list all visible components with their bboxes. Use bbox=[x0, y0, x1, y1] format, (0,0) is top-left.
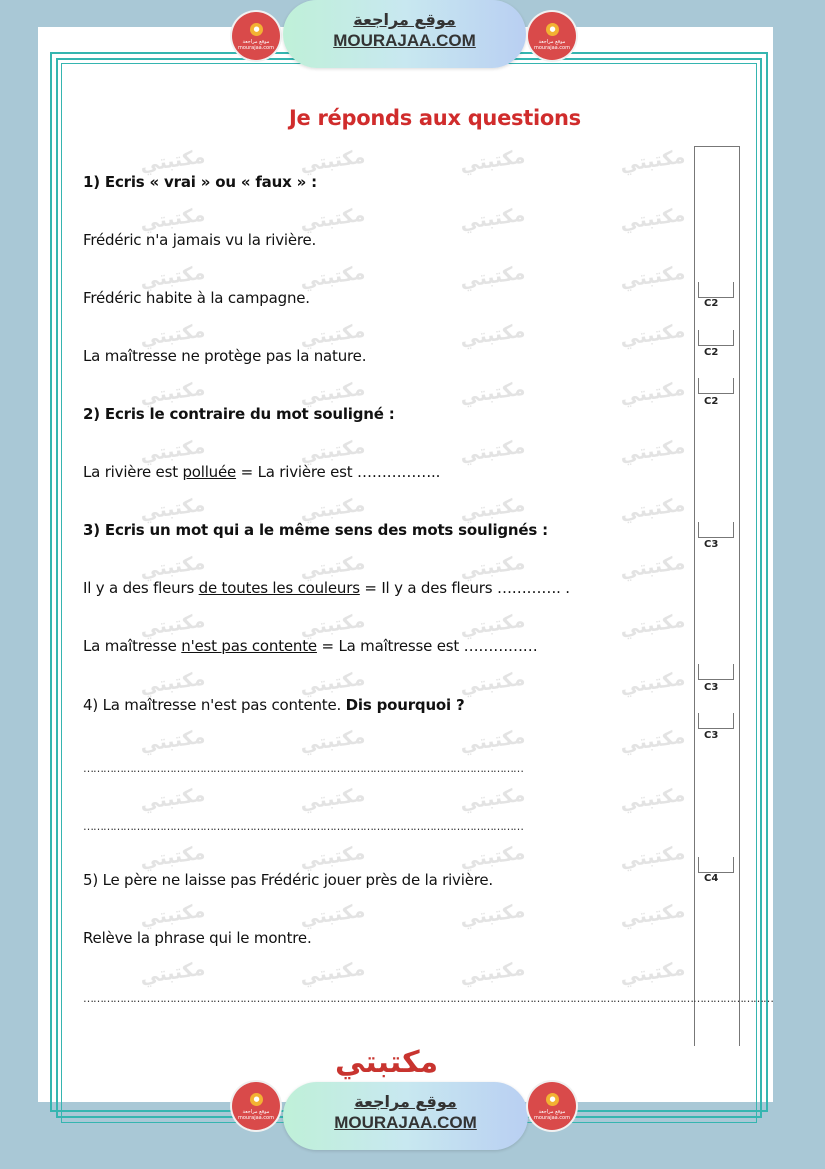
score-box bbox=[698, 857, 734, 873]
q3b-pre: La maîtresse bbox=[83, 637, 182, 655]
badge-url: mourajaa.com bbox=[533, 1115, 570, 1121]
question-4 bbox=[83, 696, 465, 714]
score-box bbox=[698, 378, 734, 394]
watermark-text: مكتبتي bbox=[618, 261, 687, 293]
watermark-text: مكتبتي bbox=[138, 377, 207, 409]
footer-site-ar[interactable]: موقع مراجعة bbox=[354, 1092, 457, 1111]
question-5: 5) Le père ne laisse pas Frédéric jouer près de la rivière. bbox=[83, 871, 493, 889]
q4-pre: 4) La maîtresse n'est pas contente. bbox=[83, 696, 346, 714]
score-label: C2 bbox=[704, 347, 719, 358]
watermark-text: مكتبتي bbox=[618, 841, 687, 873]
q3a-post: = Il y a des fleurs …………. . bbox=[359, 579, 570, 597]
watermark-text: مكتبتي bbox=[298, 203, 367, 235]
watermark-text: مكتبتي bbox=[618, 609, 687, 641]
badge-url: mourajaa.com bbox=[533, 45, 570, 51]
q4-bold: Dis pourquoi ? bbox=[345, 696, 465, 714]
badge-logo-icon: ● bbox=[250, 1093, 263, 1106]
watermark-text: مكتبتي bbox=[458, 319, 527, 351]
watermark-text: مكتبتي bbox=[458, 725, 527, 757]
watermark-text: مكتبتي bbox=[138, 899, 207, 931]
watermark-text: مكتبتي bbox=[138, 667, 207, 699]
q3a-pre: Il y a des fleurs bbox=[83, 579, 199, 597]
q3b-post: = La maîtresse est …………… bbox=[316, 637, 538, 655]
watermark-text: مكتبتي bbox=[298, 377, 367, 409]
site-badge-left-top bbox=[232, 12, 280, 60]
badge-text: موقع مراجعة bbox=[538, 39, 566, 45]
watermark-text: مكتبتي bbox=[298, 145, 367, 177]
watermark-text: مكتبتي bbox=[618, 957, 687, 989]
watermark-text: مكتبتي bbox=[298, 551, 367, 583]
score-column bbox=[694, 146, 740, 1046]
watermark-text: مكتبتي bbox=[458, 145, 527, 177]
watermark-text: مكتبتي bbox=[138, 841, 207, 873]
answer-line-1: …………………………………………………………………………………………………………………… bbox=[83, 762, 523, 775]
q3-sentence-b bbox=[83, 637, 538, 655]
footer-banner[interactable] bbox=[283, 1082, 528, 1150]
q2-underlined-word: polluée bbox=[182, 463, 237, 481]
watermark-text: مكتبتي bbox=[618, 493, 687, 525]
watermark-text: مكتبتي bbox=[298, 493, 367, 525]
question-2: 2) Ecris le contraire du mot souligné : bbox=[83, 405, 395, 423]
watermark-text: مكتبتي bbox=[618, 319, 687, 351]
watermark-text: مكتبتي bbox=[138, 203, 207, 235]
badge-logo-icon: ● bbox=[546, 1093, 559, 1106]
watermark-text: مكتبتي bbox=[458, 203, 527, 235]
badge-logo-icon: ● bbox=[250, 23, 263, 36]
watermark-text: مكتبتي bbox=[298, 667, 367, 699]
site-badge-right-top bbox=[528, 12, 576, 60]
watermark-text: مكتبتي bbox=[138, 551, 207, 583]
footer-site-en[interactable]: MOURAJAA.COM bbox=[334, 1113, 477, 1132]
score-box bbox=[698, 522, 734, 538]
site-badge-right-bottom bbox=[528, 1082, 576, 1130]
watermark-text: مكتبتي bbox=[458, 841, 527, 873]
watermark-text: مكتبتي bbox=[458, 899, 527, 931]
score-label: C2 bbox=[704, 298, 719, 309]
score-label: C3 bbox=[704, 730, 719, 741]
answer-line-3: ……………………………………………………………………………………………………………………………………………………………………………………… bbox=[83, 992, 773, 1005]
badge-text: موقع مراجعة bbox=[242, 1109, 270, 1115]
q2-pre: La rivière est bbox=[83, 463, 183, 481]
watermark-text: مكتبتي bbox=[458, 493, 527, 525]
watermark-text: مكتبتي bbox=[298, 725, 367, 757]
watermark-text: مكتبتي bbox=[618, 145, 687, 177]
site-badge-left-bottom bbox=[232, 1082, 280, 1130]
answer-line-2: …………………………………………………………………………………………………………………… bbox=[83, 820, 523, 833]
badge-text: موقع مراجعة bbox=[242, 39, 270, 45]
watermark-text: مكتبتي bbox=[618, 667, 687, 699]
watermark-text: مكتبتي bbox=[458, 551, 527, 583]
q3-sentence-a bbox=[83, 579, 570, 597]
watermark-text: مكتبتي bbox=[138, 957, 207, 989]
watermark-text: مكتبتي bbox=[298, 609, 367, 641]
watermark-text: مكتبتي bbox=[458, 261, 527, 293]
badge-logo-icon: ● bbox=[546, 23, 559, 36]
watermark-text: مكتبتي bbox=[618, 551, 687, 583]
watermark-text: مكتبتي bbox=[138, 493, 207, 525]
watermark-text: مكتبتي bbox=[298, 899, 367, 931]
watermark-text: مكتبتي bbox=[458, 957, 527, 989]
watermark-text: مكتبتي bbox=[618, 899, 687, 931]
watermark-text: مكتبتي bbox=[138, 783, 207, 815]
watermark-text: مكتبتي bbox=[618, 203, 687, 235]
watermark-text: مكتبتي bbox=[298, 783, 367, 815]
watermark-text: مكتبتي bbox=[618, 377, 687, 409]
q1-statement-a: Frédéric n'a jamais vu la rivière. bbox=[83, 231, 317, 249]
watermark-text: مكتبتي bbox=[618, 435, 687, 467]
q3b-underlined: n'est pas contente bbox=[181, 637, 317, 655]
q2-post: = La rivière est …………….. bbox=[236, 463, 441, 481]
watermark-text: مكتبتي bbox=[138, 725, 207, 757]
q1-statement-c: La maîtresse ne protège pas la nature. bbox=[83, 347, 367, 365]
watermark-text: مكتبتي bbox=[458, 783, 527, 815]
score-box bbox=[698, 330, 734, 346]
watermark-text: مكتبتي bbox=[458, 377, 527, 409]
header-site-en[interactable]: MOURAJAA.COM bbox=[333, 31, 476, 50]
watermark-text: مكتبتي bbox=[458, 609, 527, 641]
score-box bbox=[698, 713, 734, 729]
q5-instruction: Relève la phrase qui le montre. bbox=[83, 929, 312, 947]
q3a-underlined: de toutes les couleurs bbox=[198, 579, 360, 597]
watermark-text: مكتبتي bbox=[298, 261, 367, 293]
q1-statement-b: Frédéric habite à la campagne. bbox=[83, 289, 310, 307]
watermark-text: مكتبتي bbox=[618, 725, 687, 757]
watermark-text: مكتبتي bbox=[138, 609, 207, 641]
score-label: C3 bbox=[704, 682, 719, 693]
score-label: C2 bbox=[704, 396, 719, 407]
score-box bbox=[698, 664, 734, 680]
score-label: C4 bbox=[704, 873, 719, 884]
badge-url: mourajaa.com bbox=[237, 45, 274, 51]
watermark-text: مكتبتي bbox=[138, 319, 207, 351]
maktabati-logo bbox=[335, 1045, 438, 1080]
watermark-text: مكتبتي bbox=[298, 319, 367, 351]
watermark-text: مكتبتي bbox=[298, 435, 367, 467]
watermark-text: مكتبتي bbox=[138, 435, 207, 467]
watermark-text: مكتبتي bbox=[458, 435, 527, 467]
watermark-text: مكتبتي bbox=[138, 145, 207, 177]
watermark-text: مكتبتي bbox=[298, 957, 367, 989]
worksheet-title: Je réponds aux questions bbox=[289, 106, 581, 130]
watermark-text: مكتبتي bbox=[298, 841, 367, 873]
watermark-text: مكتبتي bbox=[138, 261, 207, 293]
badge-url: mourajaa.com bbox=[237, 1115, 274, 1121]
watermark-text: مكتبتي bbox=[458, 667, 527, 699]
question-1: 1) Ecris « vrai » ou « faux » : bbox=[83, 173, 317, 191]
logo-text: مكتبتي bbox=[335, 1045, 439, 1080]
header-site-ar[interactable]: موقع مراجعة bbox=[353, 10, 456, 29]
score-box bbox=[698, 282, 734, 298]
score-label: C3 bbox=[704, 539, 719, 550]
badge-text: موقع مراجعة bbox=[538, 1109, 566, 1115]
watermark-text: مكتبتي bbox=[618, 783, 687, 815]
question-3: 3) Ecris un mot qui a le même sens des mots soulignés : bbox=[83, 521, 548, 539]
header-banner[interactable] bbox=[283, 0, 526, 68]
q2-sentence bbox=[83, 463, 440, 481]
